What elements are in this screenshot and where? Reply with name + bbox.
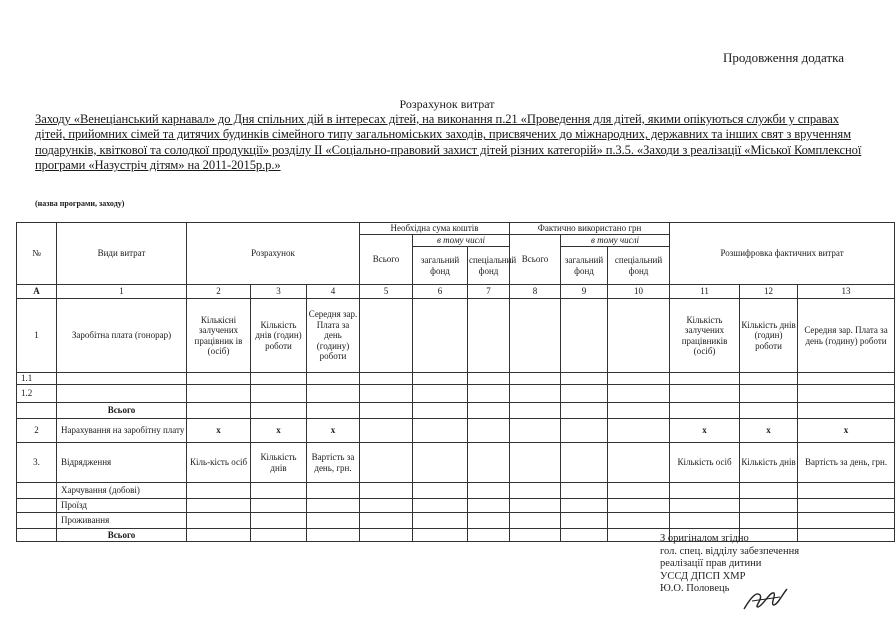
col-number: 12 [740,285,798,299]
col-number: 6 [413,285,468,299]
column-number-row [17,285,895,299]
head-actual-total: Всього [510,235,561,285]
head-required-special: спеціальний фонд [468,247,510,285]
head-actual-general: загальний фонд [561,247,608,285]
row-number: 3. [17,443,57,483]
salary-sub-row [17,385,895,403]
food-row [17,483,895,499]
head-types: Види витрат [57,223,187,285]
signature-icon [740,585,790,613]
calc-cell: Кількісні залучених працівник ів (осіб) [187,299,251,373]
stamp-line: УССД ДПСП ХМР [660,570,746,582]
lodging-row [17,513,895,529]
calc-cell: Кількість днів [251,443,307,483]
calc-cell: Вартість за день, грн. [307,443,360,483]
head-required-including: в тому числі [413,235,510,247]
head-actual-including: в тому числі [561,235,670,247]
salary-total-row [17,403,895,419]
x-mark: х [251,419,307,443]
total-label: Всього [57,403,187,419]
x-mark: х [670,419,740,443]
fare-row [17,499,895,513]
col-number: 8 [510,285,561,299]
head-actual-special: спеціальний фонд [608,247,670,285]
head-calc: Розрахунок [187,223,360,285]
col-number: 10 [608,285,670,299]
document-title: Розрахунок витрат [399,97,495,111]
row-number: 2 [17,419,57,443]
continuation-label: Продовження додатка [723,50,844,65]
x-mark: х [307,419,360,443]
row-label: Відрядження [57,443,187,483]
cost-calculation-table [16,222,895,542]
col-number: 1 [57,285,187,299]
calc-cell: Кількість днів (годин) роботи [251,299,307,373]
col-number: 4 [307,285,360,299]
head-required: Необхідна сума коштів [360,223,510,235]
row-label: Проживання [57,513,187,529]
decode-cell: Кількість днів (годин) роботи [740,299,798,373]
calc-cell: Кіль-кість осіб [187,443,251,483]
col-number: 13 [798,285,895,299]
head-num: № [17,223,57,285]
row-label: Харчування (добові) [57,483,187,499]
head-actual: Фактично використано грн [510,223,670,235]
program-caption: (назва програми, заходу) [35,199,125,208]
decode-cell: Середня зар. Плата за день (годину) роботи [798,299,895,373]
row-number: 1.1 [17,373,57,385]
stamp-line: реалізації прав дитини [660,558,762,569]
travel-row [17,443,895,483]
row-number: 1.2 [17,385,57,403]
row-number: 1 [17,299,57,373]
event-description: Заходу «Венеціанський карнавал» до Дня спільних дій в інтересах дітей, на виконання п.21 «Проведення для дітей, якими опікуються служби у справах дітей, прийомних сімей та дитячих будинків сімейного типу загальноміських заходів, присвячених до міжнародних, державних та інших свят з врученням подарунків, квіткової та солодкої продукції» розділу ІІ «Соціально-правовий захист дітей різних категорій» п.3.5. «Заходи з реалізації «Міської Комплексної програми «Назустріч дітям» на 2011-2015р.р.» [35,112,862,173]
decode-cell: Кількість залучених працівників (осіб) [670,299,740,373]
stamp-line: гол. спец. відділу забезпечення [660,545,800,557]
col-number: 9 [561,285,608,299]
col-number: 11 [670,285,740,299]
decode-cell: Кількість днів [740,443,798,483]
stamp-line: З оригіналом згідно [660,533,749,544]
salary-row [17,299,895,373]
head-required-general: загальний фонд [413,247,468,285]
decode-cell: Кількість осіб [670,443,740,483]
col-number: 7 [468,285,510,299]
head-required-total: Всього [360,235,413,285]
col-number: 5 [360,285,413,299]
x-mark: х [740,419,798,443]
calc-cell: Середня зар. Плата за день (годину) роботи [307,299,360,373]
accrual-row [17,419,895,443]
total-label: Всього [57,529,187,542]
salary-sub-row [17,373,895,385]
row-label: Нарахування на заробітну плату [57,419,187,443]
col-number: 3 [251,285,307,299]
row-label: Проїзд [57,499,187,513]
stamp-line: Ю.О. Половець [660,583,730,594]
head-decode: Розшифровка фактичних витрат [670,223,895,285]
x-mark: х [798,419,895,443]
decode-cell: Вартість за день, грн. [798,443,895,483]
col-number: А [17,285,57,299]
row-label: Заробітна плата (гонорар) [57,299,187,373]
x-mark: х [187,419,251,443]
col-number: 2 [187,285,251,299]
